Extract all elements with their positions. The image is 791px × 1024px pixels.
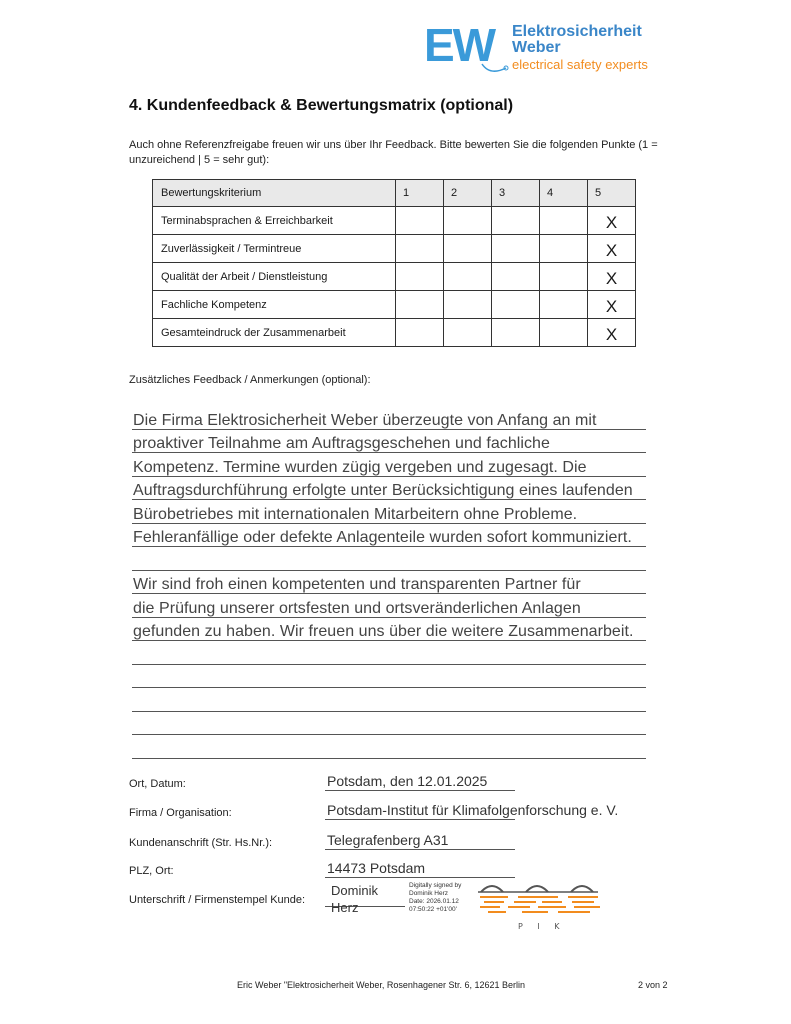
header-score-1: 1 xyxy=(396,180,444,207)
firma-label: Firma / Organisation: xyxy=(129,807,232,819)
company-logo xyxy=(424,19,664,78)
firma-value[interactable]: Potsdam-Institut für Klimafolgenforschung e. V. xyxy=(327,802,619,818)
feedback-line xyxy=(132,455,672,479)
score-cell-1[interactable] xyxy=(396,291,444,319)
criterion-label: Qualität der Arbeit / Dienstleistung xyxy=(153,263,396,291)
unterschrift-label: Unterschrift / Firmenstempel Kunde: xyxy=(129,894,306,906)
feedback-line xyxy=(132,432,672,456)
feedback-line-text: die Prüfung unserer ortsfesten und ortsveränderlichen Anlagen xyxy=(133,599,581,617)
score-cell-5[interactable]: X xyxy=(588,235,636,263)
ort-datum-label: Ort, Datum: xyxy=(129,778,186,790)
score-cell-3[interactable] xyxy=(492,263,540,291)
rating-row xyxy=(153,207,636,235)
footer-address: Eric Weber "Elektrosicherheit Weber, Rosenhagener Str. 6, 12621 Berlin xyxy=(237,980,526,990)
digital-sig-line: Date: 2026.01.12 xyxy=(409,898,459,905)
feedback-line xyxy=(132,573,672,597)
score-cell-4[interactable] xyxy=(540,291,588,319)
score-cell-5[interactable]: X xyxy=(588,291,636,319)
criterion-label: Terminabsprachen & Erreichbarkeit xyxy=(153,207,396,235)
firma-rule xyxy=(325,819,515,820)
feedback-line xyxy=(132,479,672,503)
pik-stamp-logo-icon xyxy=(478,880,608,932)
digital-sig-line: 07:50:22 +01'00' xyxy=(409,906,457,913)
score-cell-5[interactable]: X xyxy=(588,207,636,235)
feedback-line xyxy=(132,408,672,432)
feedback-line xyxy=(132,620,672,644)
digital-sig-line: Digitally signed by xyxy=(409,882,462,889)
feedback-line-text: proaktiver Teilnahme am Auftragsgeschehen und fachliche xyxy=(133,435,550,452)
digital-sig-line: Dominik Herz xyxy=(409,890,449,897)
feedback-label: Zusätzliches Feedback / Anmerkungen (optional): xyxy=(129,374,371,386)
feedback-line-text: Die Firma Elektrosicherheit Weber überzeugte von Anfang an mit xyxy=(133,411,597,429)
feedback-line-text: Fehleranfällige oder defekte Anlagenteile wurden sofort kommuniziert. xyxy=(133,529,632,546)
logo-mark: EW xyxy=(424,19,495,71)
digital-signature-info[interactable] xyxy=(409,882,461,914)
rating-row xyxy=(153,235,636,263)
feedback-line-text: gefunden zu haben. Wir freuen uns über die weitere Zusammenarbeit. xyxy=(133,623,634,640)
anschrift-rule xyxy=(325,849,515,850)
feedback-line xyxy=(132,526,672,550)
score-cell-4[interactable] xyxy=(540,319,588,347)
signature-name xyxy=(331,882,378,916)
criterion-label: Zuverlässigkeit / Termintreue xyxy=(153,235,396,263)
score-cell-4[interactable] xyxy=(540,263,588,291)
section-heading: 4. Kundenfeedback & Bewertungsmatrix (optional) xyxy=(129,97,514,114)
score-cell-4[interactable] xyxy=(540,207,588,235)
header-score-3: 3 xyxy=(492,180,540,207)
logo-name-line1: Elektrosicherheit xyxy=(512,23,642,40)
score-cell-3[interactable] xyxy=(492,319,540,347)
ort-datum-value[interactable]: Potsdam, den 12.01.2025 xyxy=(327,773,488,789)
feedback-line xyxy=(132,737,672,761)
feedback-line xyxy=(132,690,672,714)
feedback-line xyxy=(132,714,672,738)
rating-table xyxy=(152,179,636,347)
score-cell-5[interactable]: X xyxy=(588,263,636,291)
feedback-line xyxy=(132,596,672,620)
score-cell-1[interactable] xyxy=(396,319,444,347)
rating-row xyxy=(153,319,636,347)
feedback-line-text: Auftragsdurchführung erfolgte unter Berücksichtigung eines laufenden xyxy=(133,482,633,499)
feedback-line xyxy=(132,502,672,526)
header-score-5: 5 xyxy=(588,180,636,207)
anschrift-label: Kundenanschrift (Str. Hs.Nr.): xyxy=(129,837,273,849)
score-cell-3[interactable] xyxy=(492,207,540,235)
feedback-line xyxy=(132,667,672,691)
rating-row xyxy=(153,263,636,291)
anschrift-value[interactable]: Telegrafenberg A31 xyxy=(327,832,449,848)
header-criterion: Bewertungskriterium xyxy=(153,180,396,207)
feedback-line-text: Wir sind froh einen kompetenten und transparenten Partner für xyxy=(133,576,581,593)
header-score-4: 4 xyxy=(540,180,588,207)
score-cell-2[interactable] xyxy=(444,319,492,347)
rating-header-row xyxy=(153,180,636,207)
stamp-text: P I K xyxy=(518,922,566,931)
score-cell-2[interactable] xyxy=(444,235,492,263)
page-number: 2 von 2 xyxy=(638,980,668,990)
signature-last-name: Herz xyxy=(331,900,359,915)
plz-ort-rule xyxy=(325,877,515,878)
score-cell-3[interactable] xyxy=(492,235,540,263)
score-cell-2[interactable] xyxy=(444,291,492,319)
score-cell-2[interactable] xyxy=(444,207,492,235)
score-cell-1[interactable] xyxy=(396,235,444,263)
logo-tagline: electrical safety experts xyxy=(512,57,648,72)
intro-text: Auch ohne Referenzfreigabe freuen wir uns über Ihr Feedback. Bitte bewerten Sie die folgenden Punkte (1 = unzureichend | 5 = sehr gut): xyxy=(129,139,658,166)
feedback-field[interactable] xyxy=(132,408,672,761)
score-cell-5[interactable]: X xyxy=(588,319,636,347)
feedback-line xyxy=(132,549,672,573)
header-score-2: 2 xyxy=(444,180,492,207)
rating-row xyxy=(153,291,636,319)
score-cell-1[interactable] xyxy=(396,207,444,235)
logo-name-line2: Weber xyxy=(512,39,561,56)
signature-first-name: Dominik xyxy=(331,883,378,898)
plz-ort-value[interactable]: 14473 Potsdam xyxy=(327,860,426,876)
score-cell-3[interactable] xyxy=(492,291,540,319)
score-cell-2[interactable] xyxy=(444,263,492,291)
logo-swoosh-icon xyxy=(480,62,510,76)
score-cell-4[interactable] xyxy=(540,235,588,263)
feedback-line xyxy=(132,643,672,667)
score-cell-1[interactable] xyxy=(396,263,444,291)
feedback-line-text: Bürobetriebes mit internationalen Mitarbeitern ohne Probleme. xyxy=(133,505,578,523)
feedback-line-text: Kompetenz. Termine wurden zügig vergeben und zugesagt. Die xyxy=(133,458,587,476)
criterion-label: Fachliche Kompetenz xyxy=(153,291,396,319)
plz-ort-label: PLZ, Ort: xyxy=(129,865,174,877)
ort-datum-rule xyxy=(325,790,515,791)
criterion-label: Gesamteindruck der Zusammenarbeit xyxy=(153,319,396,347)
